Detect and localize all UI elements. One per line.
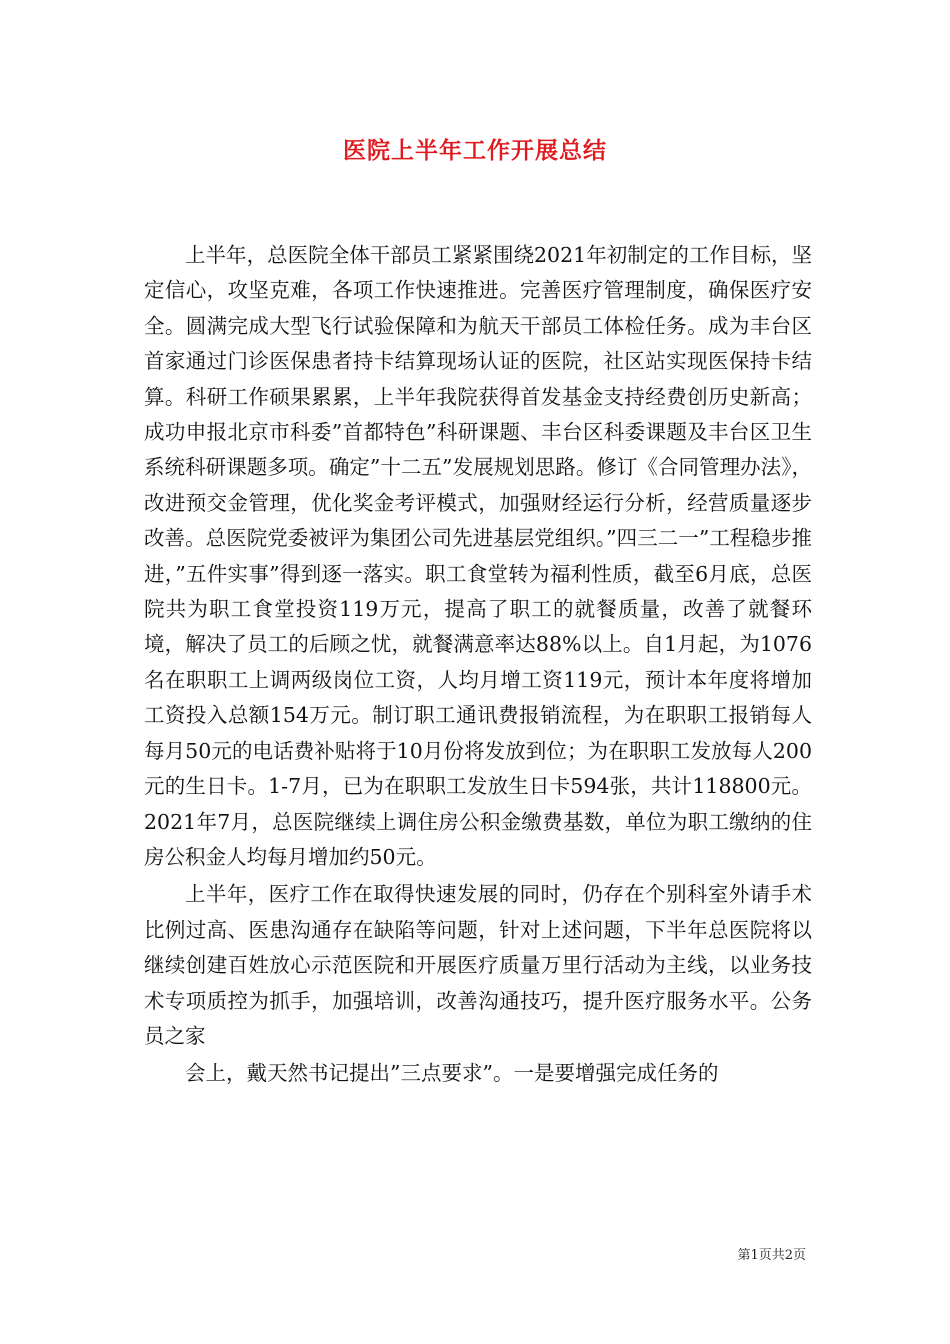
paragraph-1: 上半年，总医院全体干部员工紧紧围绕2021年初制定的工作目标，坚定信心，攻坚克难，各项工作快速推进。完善医疗管理制度，确保医疗安全。圆满完成大型飞行试验保障和为航天干部员工体检任务。成为丰台区首家通过门诊医保患者持卡结算现场认证的医院，社区站实现医保持卡结算。科研工作硕果累累，上半年我院获得首发基金支持经费创历史新高；成功申报北京市科委”首都特色”科研课题、丰台区科委课题及丰台区卫生系统科研课题多项。确定”十二五”发展规划思路。修订《合同管理办法》，改进预交金管理，优化奖金考评模式，加强财经运行分析，经营质量逐步改善。总医院党委被评为集团公司先进基层党组织。”四三二一”工程稳步推进，”五件实事”得到逐一落实。职工食堂转为福利性质，截至6月底，总医院共为职工食堂投资119万元，提高了职工的就餐质量，改善了就餐环境，解决了员工的后顾之忧，就餐满意率达88%以上。自1月起，为1076名在职职工上调两级岗位工资，人均月增工资119元，预计本年度将增加工资投入总额154万元。制订职工通讯费报销流程，为在职职工报销每人每月50元的电话费补贴将于10月份将发放到位；为在职职工发放每人200元的生日卡。1-7月，已为在职职工发放生日卡594张，共计118800元。2021年7月，总医院继续上调住房公积金缴费基数，单位为职工缴纳的住房公积金人均每月增加约50元。 — [144, 243, 812, 869]
document-body — [144, 238, 812, 1092]
page-number-footer: 第1页共2页 — [737, 1248, 806, 1263]
document-title: 医院上半年工作开展总结 — [343, 138, 607, 164]
paragraph-3: 会上，戴天然书记提出”三点要求”。一是要增强完成任务的 — [185, 1061, 719, 1086]
paragraph-2: 上半年，医疗工作在取得快速发展的同时，仍存在个别科室外请手术比例过高、医患沟通存在缺陷等问题，针对上述问题，下半年总医院将以继续创建百姓放心示范医院和开展医疗质量万里行活动为主线，以业务技术专项质控为抓手，加强培训，改善沟通技巧，提升医疗服务水平。公务员之家 — [144, 882, 812, 1048]
